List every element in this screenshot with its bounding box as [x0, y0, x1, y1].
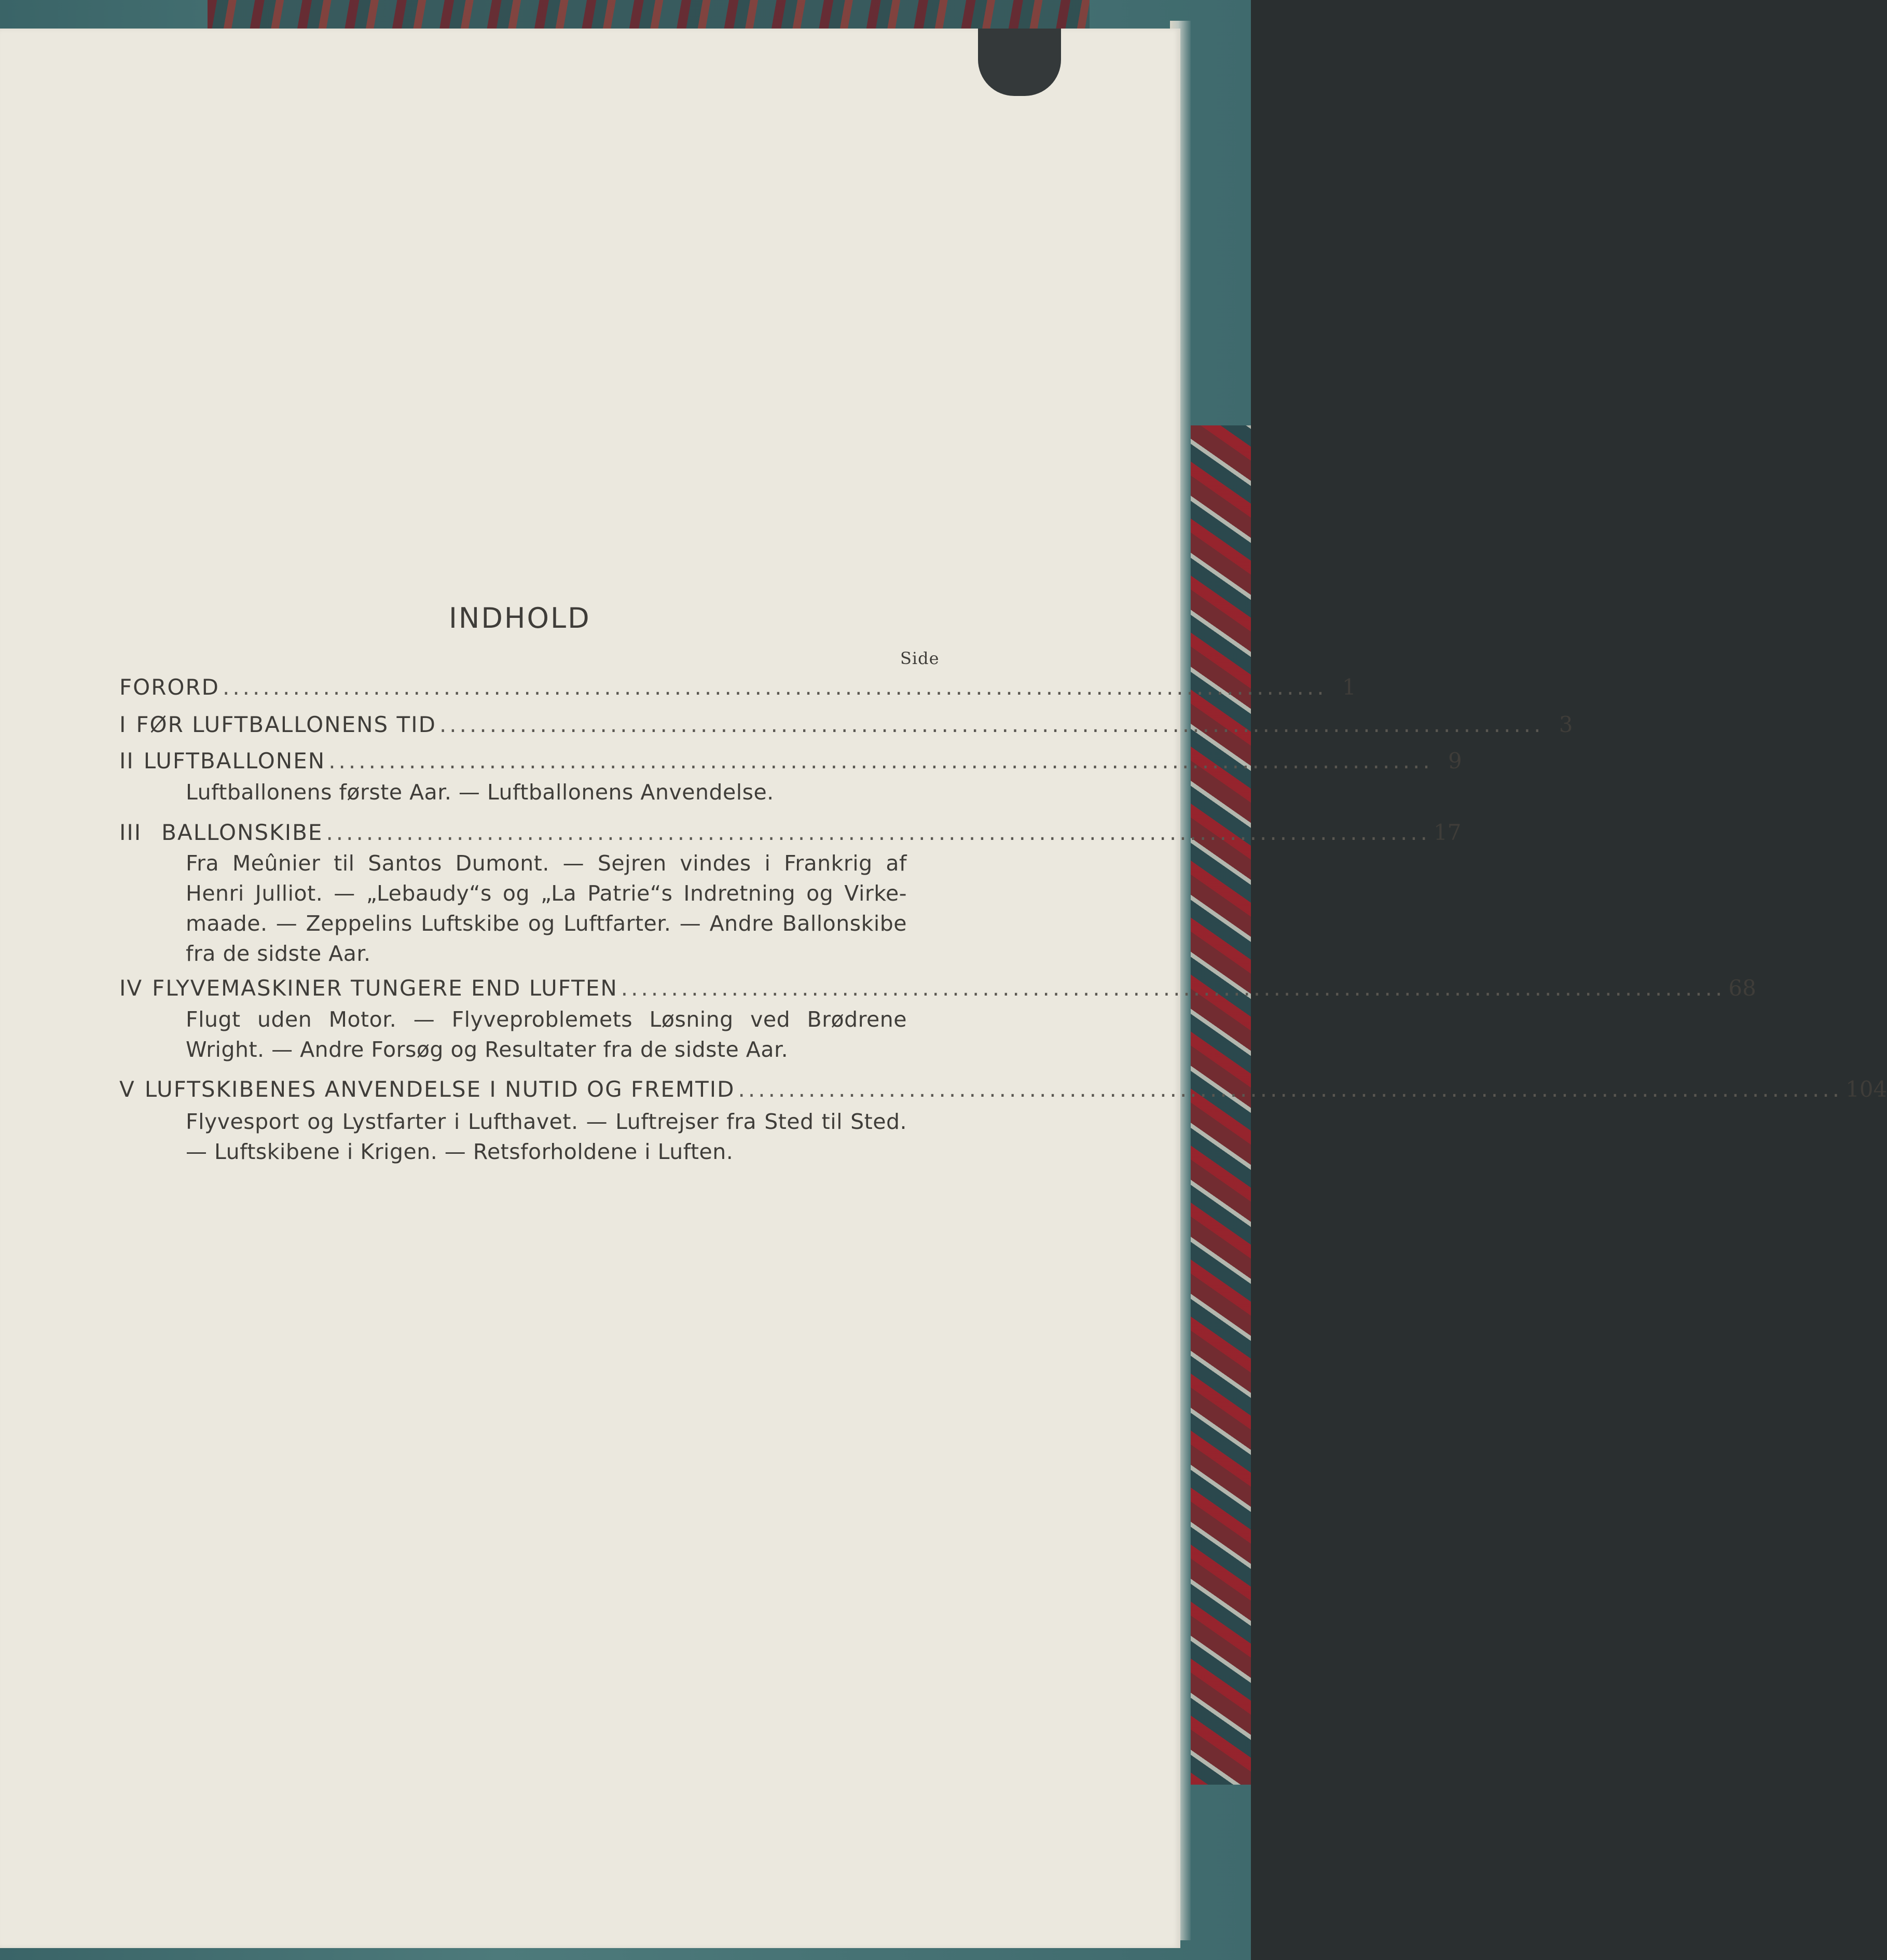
toc-entry-subtopics: Flugt uden Motor. — Flyveproblemets Løsning ved Brødrene Wright. — Andre Forsøg og Resultater fra de sidste Aar.	[186, 1007, 907, 1062]
leader-dots: ..............................................................................................................	[738, 1076, 1843, 1102]
leader-dots: ..............................................................................................................	[326, 820, 1431, 845]
toc-entry-forord[interactable]	[119, 674, 1356, 703]
toc-entry-chapter-4[interactable]	[119, 975, 1756, 1004]
toc-entry-subtopics: Luftballonens første Aar. — Luftballonens Anvendelse.	[186, 780, 774, 805]
toc-entry-number: V	[119, 1076, 135, 1102]
toc-entry-page: 3	[1559, 712, 1573, 737]
toc-entry-page: 104	[1845, 1076, 1887, 1102]
leader-dots: ..............................................................................................................	[328, 748, 1433, 774]
toc-entry-chapter-5[interactable]	[119, 1076, 1887, 1106]
toc-entry-chapter-2[interactable]	[119, 748, 1462, 777]
toc-entry-label: BALLONSKIBE	[161, 820, 323, 845]
marbled-cover-side	[1188, 425, 1251, 1785]
toc-entry-page: 9	[1448, 748, 1462, 774]
toc-entry-label: LUFTBALLONEN	[143, 748, 326, 774]
toc-entry-number: I	[119, 712, 127, 737]
toc-entry-subtopics: Fra Meûnier til Santos Dumont. — Sejren vindes i Frankrig af Henri Julliot. — „Lebaudy“s og „La Patrie“s Indretning og Virke-maade. — Zeppelins Luftskibe og Luftfarter. — Andre Ballonskibe fra de sidste Aar.	[186, 851, 907, 966]
leader-dots: ..............................................................................................................	[222, 674, 1327, 700]
toc-entry-page: 68	[1728, 975, 1756, 1001]
toc-entry-label: FLYVEMASKINER TUNGERE END LUFTEN	[152, 975, 618, 1001]
toc-title: INDHOLD	[449, 602, 591, 634]
toc-entry-label: FØR LUFTBALLONENS TID	[136, 712, 436, 737]
paper-page	[0, 29, 1887, 1948]
toc-entry-number: II	[119, 748, 134, 774]
toc-entry-page: 17	[1434, 820, 1462, 845]
toc-entry-number: III	[119, 820, 142, 845]
toc-entry-chapter-3[interactable]	[119, 820, 1462, 849]
toc-entry-page: 1	[1342, 674, 1356, 700]
leader-dots: ..............................................................................................................	[621, 975, 1726, 1001]
leader-dots: ..............................................................................................................	[439, 712, 1544, 737]
toc-entry-number: IV	[119, 975, 143, 1001]
toc-entry-label: LUFTSKIBENES ANVENDELSE I NUTID OG FREMTID	[144, 1076, 735, 1102]
toc-entry-chapter-1[interactable]	[119, 712, 1573, 741]
toc-entry-label: FORORD	[119, 674, 219, 700]
page-tab-mark	[978, 29, 1061, 96]
toc-entry-subtopics: Flyvesport og Lystfarter i Lufthavet. — Luftrejser fra Sted til Sted. — Luftskibene i Krigen. — Retsforholdene i Luften.	[186, 1109, 907, 1164]
page-column-label: Side	[900, 648, 940, 668]
